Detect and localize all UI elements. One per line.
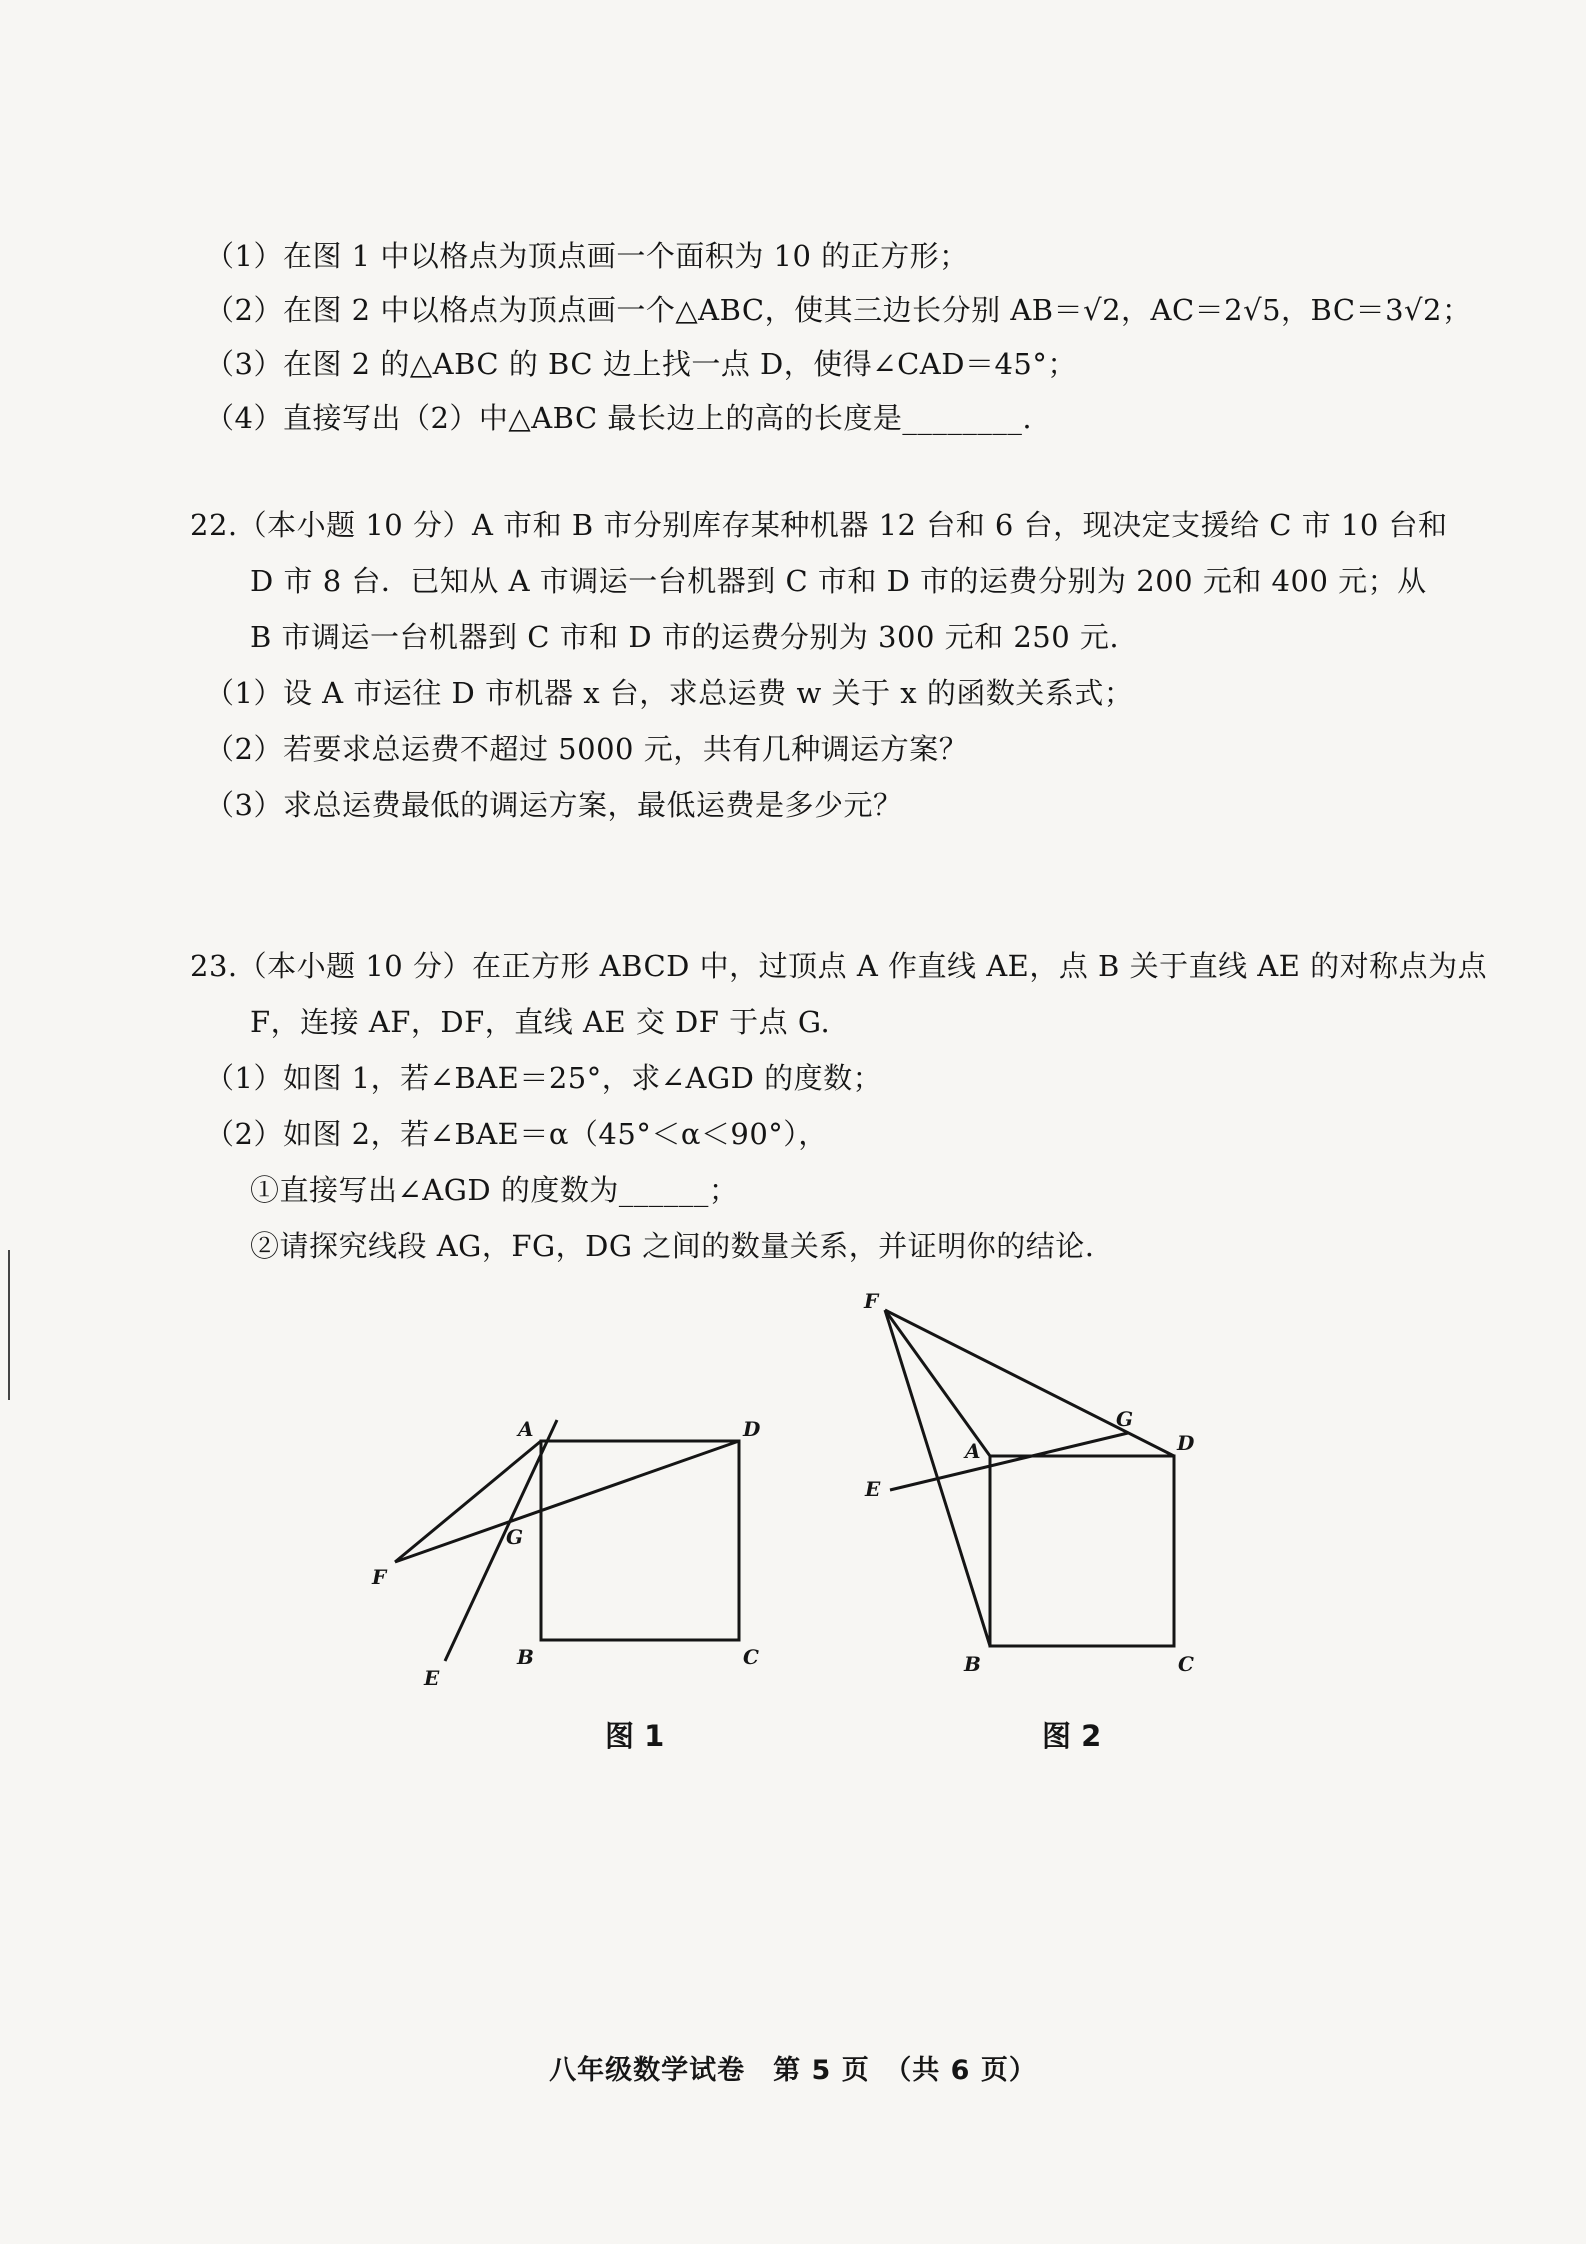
fig2-label-a: A [965,1439,981,1463]
fig1-label-f: F [372,1565,387,1589]
fig2-label-f: F [864,1290,879,1313]
fig2-segment-fd [885,1310,1174,1456]
q22-stem-line2: D 市 8 台．已知从 A 市调运一台机器到 C 市和 D 市的运费分别为 200 元和 400 元；从 [250,564,1427,598]
q21-part3: （3）在图 2 的△ABC 的 BC 边上找一点 D，使得∠CAD＝45°； [205,347,1077,381]
fig1-label-a: A [518,1417,534,1441]
figure-1-caption: 图 1 [605,1719,665,1753]
fig2-label-c: C [1178,1652,1194,1676]
page-footer: 八年级数学试卷 第 5 页 （共 6 页） [549,2055,1037,2086]
q22-part1: （1）设 A 市运往 D 市机器 x 台，求总运费 w 关于 x 的函数关系式； [205,676,1134,710]
fig2-label-d: D [1177,1431,1195,1455]
figure-2 [850,1290,1210,1690]
fig2-label-g: G [1116,1407,1134,1431]
q21-part1: （1）在图 1 中以格点为顶点画一个面积为 10 的正方形； [205,239,969,273]
fig1-square-abcd [541,1441,739,1640]
fig1-segment-fd [395,1441,739,1562]
fig1-label-g: G [506,1525,524,1549]
fig1-label-b: B [517,1645,534,1669]
scan-edge-mark [0,1250,10,1400]
q23-part2-sub2: ②请探究线段 AG，FG，DG 之间的数量关系，并证明你的结论. [250,1229,1095,1263]
figure-2-diagram [850,1290,1210,1690]
q23-part1: （1）如图 1，若∠BAE＝25°，求∠AGD 的度数； [205,1061,883,1095]
q22-stem-line3: B 市调运一台机器到 C 市和 D 市的运费分别为 300 元和 250 元. [250,620,1120,654]
q21-part2: （2）在图 2 中以格点为顶点画一个△ABC，使其三边长分别 AB＝√2，AC＝2√5，BC＝3√2； [205,293,1472,327]
q22-part2: （2）若要求总运费不超过 5000 元，共有几种调运方案？ [205,732,969,766]
fig2-label-e: E [865,1477,881,1501]
fig1-label-c: C [743,1645,759,1669]
q21-part4: （4）直接写出（2）中△ABC 最长边上的高的长度是________. [205,401,1033,435]
q23-stem-line1: 23.（本小题 10 分）在正方形 ABCD 中，过顶点 A 作直线 AE，点 B 关于直线 AE 的对称点为点 [190,949,1488,983]
q23-part2-sub1: ①直接写出∠AGD 的度数为______； [250,1173,739,1207]
fig2-segment-fa [885,1310,990,1456]
q22-part3: （3）求总运费最低的调运方案，最低运费是多少元？ [205,788,903,822]
figure-1-diagram [340,1400,780,1700]
fig2-label-b: B [964,1652,981,1676]
figure-1 [340,1400,780,1700]
fig1-label-e: E [424,1666,440,1690]
q22-stem-line1: 22.（本小题 10 分）A 市和 B 市分别库存某种机器 12 台和 6 台，现决定支援给 C 市 10 台和 [190,508,1448,542]
fig2-square-abcd [990,1456,1174,1646]
fig1-label-d: D [743,1417,761,1441]
q23-stem-line2: F，连接 AF，DF，直线 AE 交 DF 于点 G. [250,1005,831,1039]
figure-2-caption: 图 2 [1042,1719,1102,1753]
q23-part2: （2）如图 2，若∠BAE＝α（45°＜α＜90°）， [205,1117,828,1151]
